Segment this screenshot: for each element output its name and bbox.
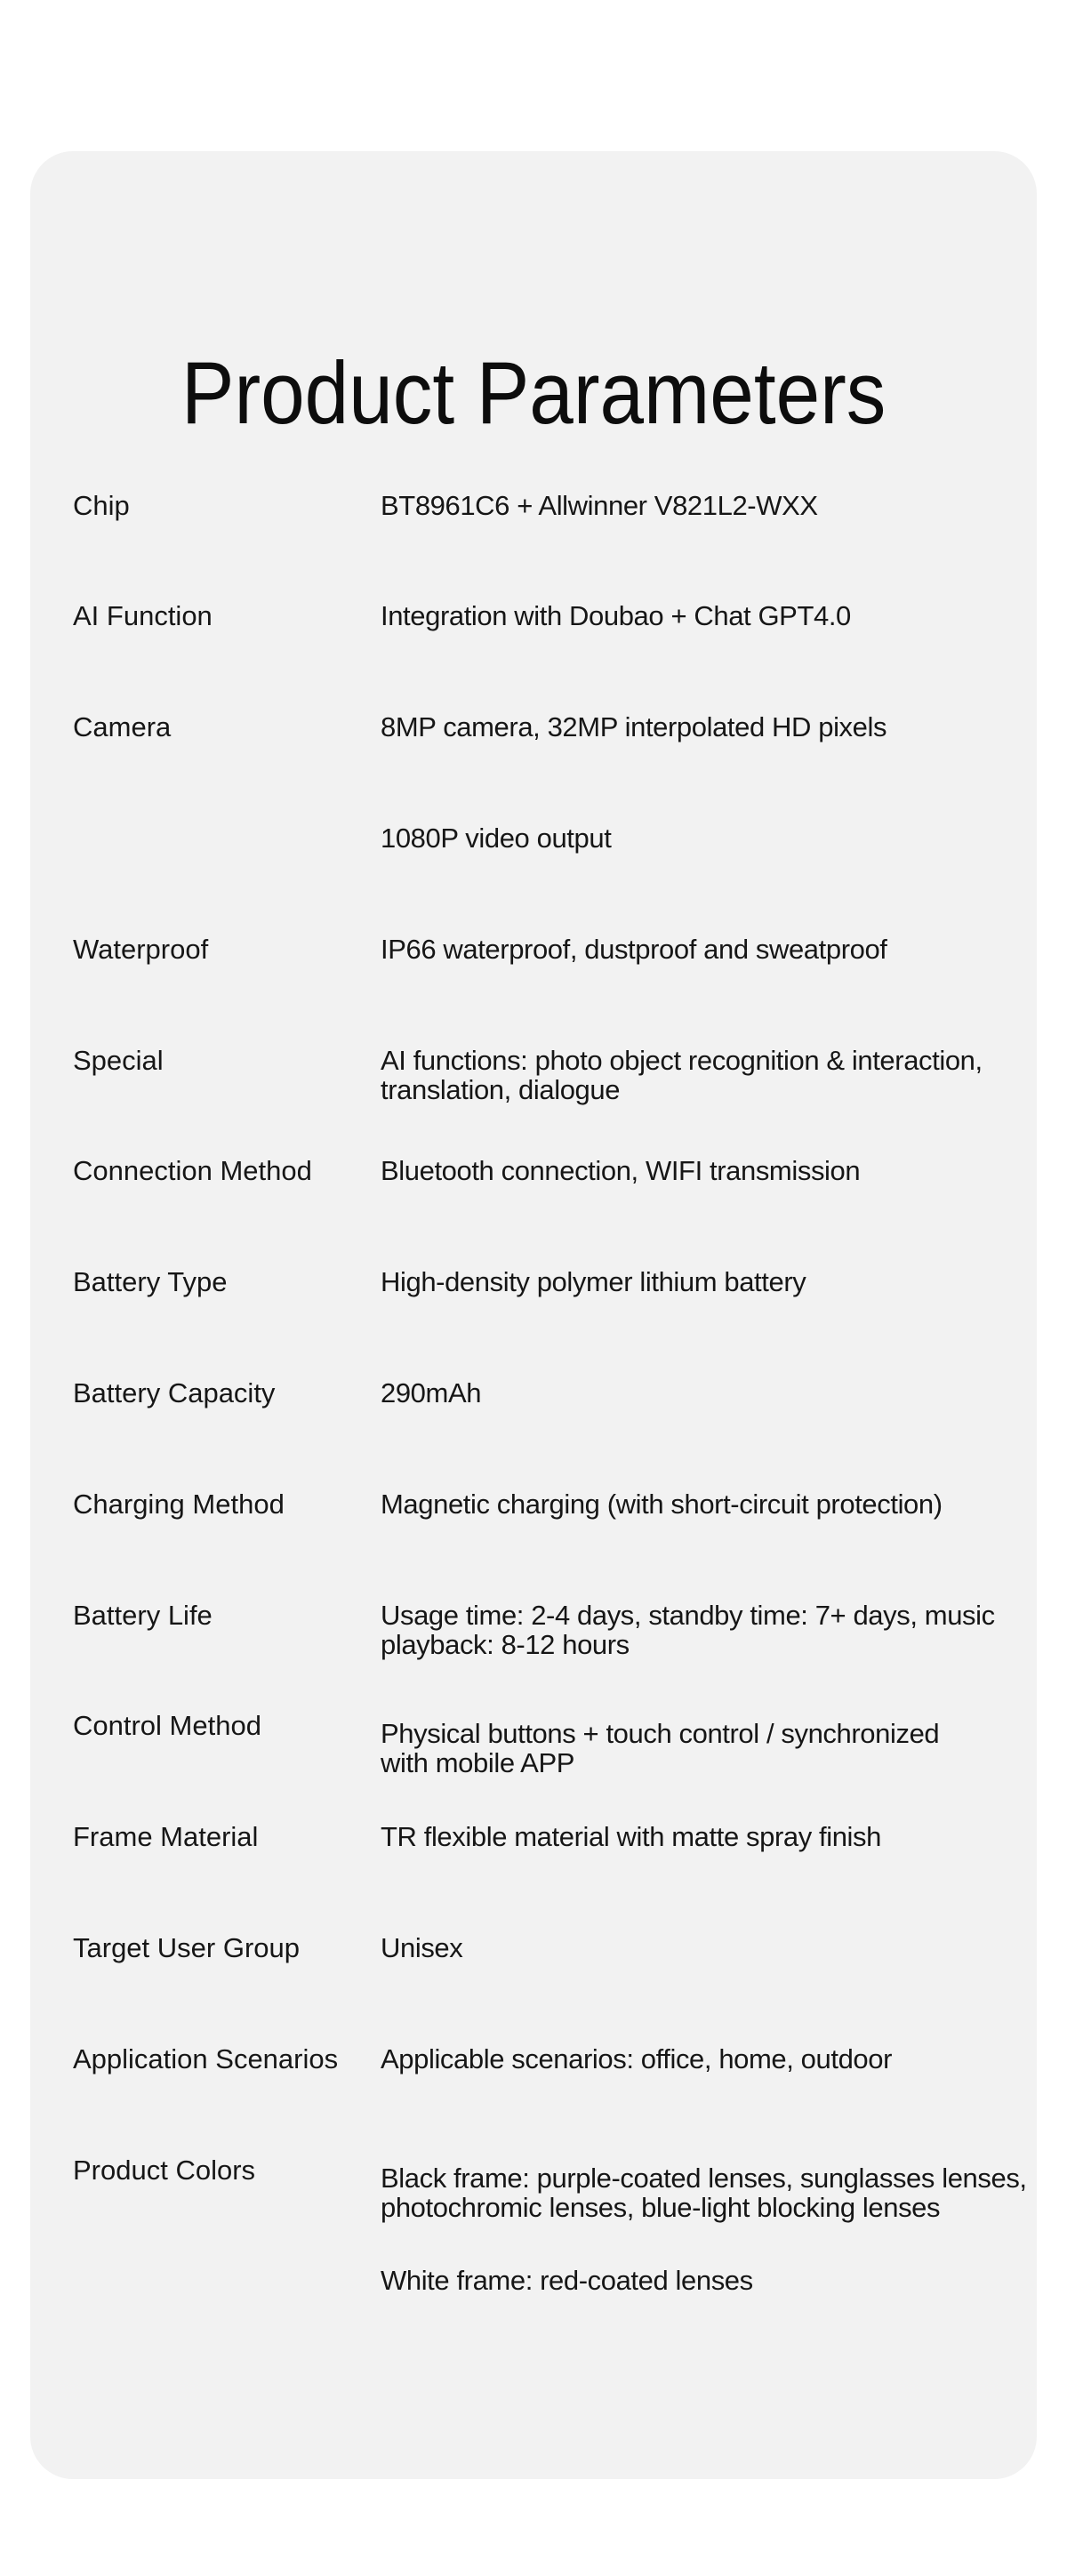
row-label: Special bbox=[73, 1044, 164, 1076]
table-row bbox=[30, 1933, 1037, 1962]
table-row bbox=[30, 1046, 1037, 1104]
row-label: Product Colors bbox=[73, 2154, 256, 2186]
value-line: AI functions: photo object recognition & interaction, bbox=[381, 1044, 983, 1076]
table-row bbox=[30, 1267, 1037, 1296]
value-line: Bluetooth connection, WIFI transmission bbox=[381, 1155, 861, 1187]
table-row bbox=[30, 1489, 1037, 1519]
value-line: Black frame: purple-coated lenses, sunglasses lenses, bbox=[381, 2162, 1027, 2194]
value-line: TR flexible material with matte spray finish bbox=[381, 1821, 881, 1853]
row-value bbox=[381, 1267, 1019, 1296]
value-line: Applicable scenarios: office, home, outdoor bbox=[381, 2042, 893, 2074]
value-line: High-density polymer lithium battery bbox=[381, 1266, 806, 1298]
value-line: 8MP camera, 32MP interpolated HD pixels bbox=[381, 711, 887, 743]
row-label: Battery Type bbox=[73, 1266, 228, 1298]
row-value bbox=[381, 601, 1019, 630]
row-label: Control Method bbox=[73, 1710, 261, 1742]
value-line: BT8961C6 + Allwinner V821L2-WXX bbox=[381, 489, 818, 521]
table-row bbox=[30, 2266, 1037, 2295]
table-row bbox=[30, 491, 1037, 520]
row-value bbox=[381, 2044, 1019, 2074]
row-label: Battery Life bbox=[73, 1599, 213, 1631]
row-value bbox=[381, 491, 1019, 520]
row-value bbox=[381, 1489, 1019, 1519]
table-row bbox=[30, 712, 1037, 742]
table-row bbox=[30, 2044, 1037, 2074]
value-line: Usage time: 2-4 days, standby time: 7+ days, music bbox=[381, 1599, 995, 1631]
value-line: photochromic lenses, blue-light blocking lenses bbox=[381, 2191, 941, 2223]
spec-table bbox=[30, 151, 1037, 2479]
row-value bbox=[381, 2162, 1027, 2223]
value-line: Unisex bbox=[381, 1931, 463, 1963]
value-line: playback: 8-12 hours bbox=[381, 1628, 630, 1660]
row-label: Target User Group bbox=[73, 1931, 300, 1963]
value-line: White frame: red-coated lenses bbox=[381, 2265, 753, 2297]
table-row bbox=[30, 1711, 1037, 1778]
row-label: Waterproof bbox=[73, 933, 209, 965]
table-row bbox=[30, 823, 1037, 853]
value-line: 290mAh bbox=[381, 1376, 482, 1408]
row-value bbox=[381, 1601, 1019, 1659]
table-row bbox=[30, 2155, 1037, 2222]
row-label: Charging Method bbox=[73, 1488, 285, 1520]
row-value bbox=[381, 823, 1019, 853]
row-value bbox=[381, 1046, 1019, 1104]
row-value bbox=[381, 1933, 1019, 1962]
row-label: Connection Method bbox=[73, 1155, 312, 1187]
table-row bbox=[30, 935, 1037, 964]
table-row bbox=[30, 1156, 1037, 1185]
row-label: AI Function bbox=[73, 600, 213, 632]
value-line: Integration with Doubao + Chat GPT4.0 bbox=[381, 600, 851, 632]
row-label: Chip bbox=[73, 489, 130, 521]
row-label: Camera bbox=[73, 711, 172, 743]
page-title: Product Parameters bbox=[181, 343, 886, 443]
value-line: with mobile APP bbox=[381, 1747, 574, 1779]
table-row bbox=[30, 1822, 1037, 1851]
row-label: Battery Capacity bbox=[73, 1376, 276, 1408]
value-line: IP66 waterproof, dustproof and sweatproof bbox=[381, 933, 887, 965]
row-value bbox=[381, 712, 1019, 742]
row-label: Frame Material bbox=[73, 1821, 259, 1853]
row-value bbox=[381, 1378, 1019, 1408]
value-line: translation, dialogue bbox=[381, 1073, 621, 1105]
product-parameters-card bbox=[30, 151, 1037, 2479]
value-line: 1080P video output bbox=[381, 822, 612, 854]
row-value bbox=[381, 1156, 1019, 1185]
table-row bbox=[30, 1601, 1037, 1659]
row-value bbox=[381, 1719, 1019, 1778]
value-line: Magnetic charging (with short-circuit protection) bbox=[381, 1488, 943, 1520]
row-value bbox=[381, 1822, 1019, 1851]
row-value bbox=[381, 935, 1019, 964]
row-label: Application Scenarios bbox=[73, 2042, 339, 2074]
table-row bbox=[30, 601, 1037, 630]
value-line: Physical buttons + touch control / synchronized bbox=[381, 1718, 940, 1750]
table-row bbox=[30, 1378, 1037, 1408]
row-value bbox=[381, 2266, 1019, 2295]
